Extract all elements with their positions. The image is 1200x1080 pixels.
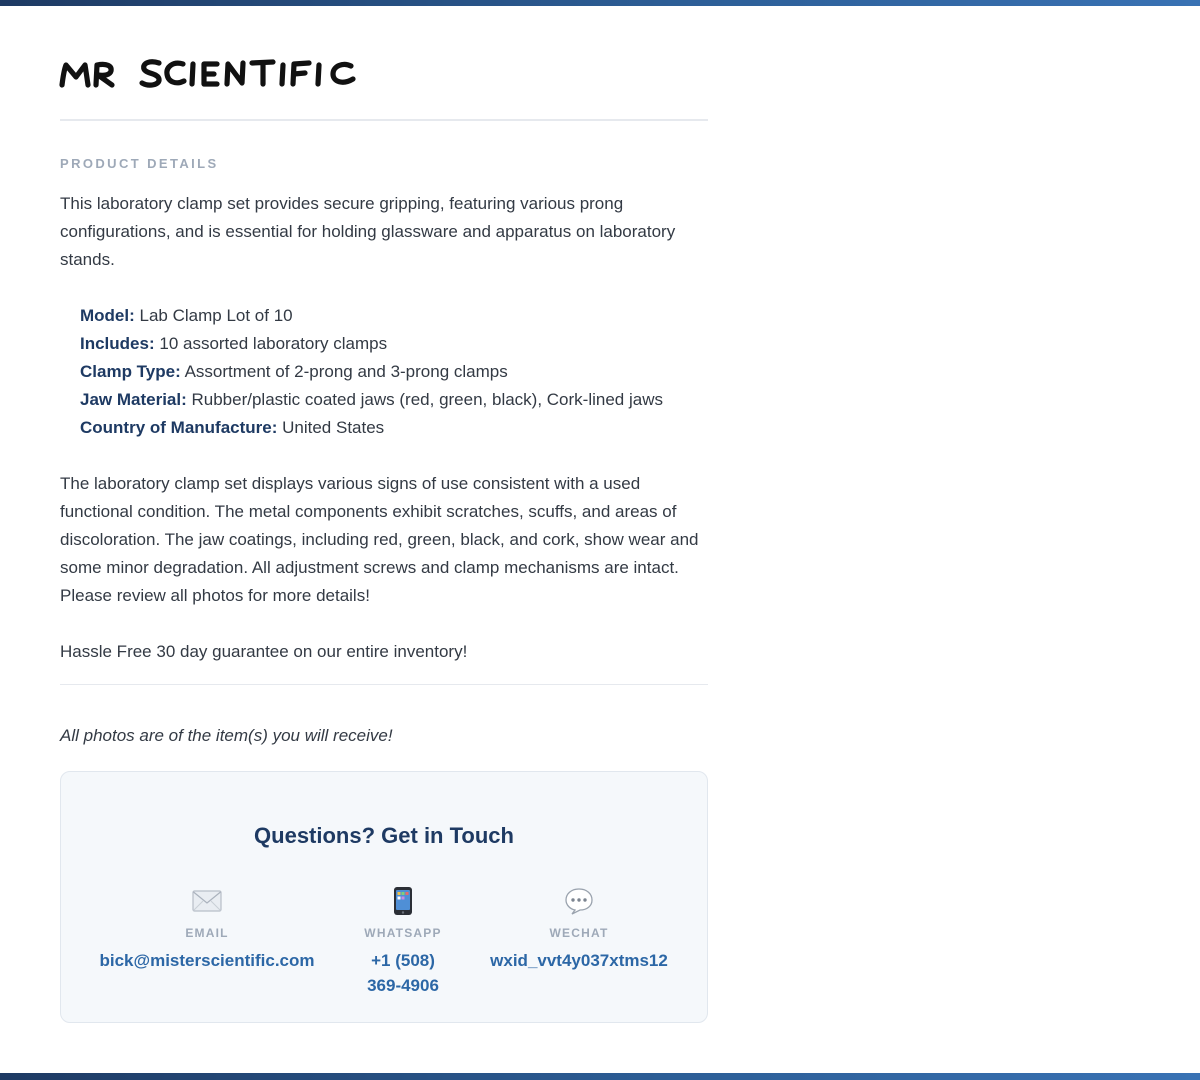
whatsapp-label: WHATSAPP (364, 926, 442, 940)
spec-value: Lab Clamp Lot of 10 (139, 306, 293, 325)
spec-row-clamp-type (80, 358, 663, 386)
spec-label: Includes: (80, 334, 155, 353)
spec-label: Country of Manufacture: (80, 418, 278, 437)
brand-logo (59, 52, 361, 97)
spec-label: Clamp Type: (80, 362, 181, 381)
email-link[interactable]: bick@misterscientific.com (99, 951, 315, 970)
spec-row-country (80, 414, 663, 442)
spec-value: 10 assorted laboratory clamps (159, 334, 388, 353)
contact-wechat (473, 884, 685, 973)
contact-title: Questions? Get in Touch (254, 823, 514, 848)
spec-row-includes (80, 330, 663, 358)
whatsapp-link[interactable]: +1 (508) 369-4906 (367, 951, 439, 995)
contact-email (81, 884, 333, 973)
condition-description: The laboratory clamp set displays various signs of use consistent with a used functional condition. The metal components exhibit scratches, scuffs, and areas of discoloration. The jaw coatings, including red, green, black, and cork, show wear and some minor degradation. All adjustment screws and clamp mechanisms are intact. Please review all photos for more details! (60, 474, 699, 605)
product-intro-text: This laboratory clamp set provides secure gripping, featuring various prong configurations, and is essential for holding glassware and apparatus on laboratory stands. (60, 194, 676, 269)
header-divider (60, 119, 708, 121)
bottom-accent-bar (0, 1073, 1200, 1080)
product-details-heading: PRODUCT DETAILS (60, 156, 219, 171)
guarantee-text: Hassle Free 30 day guarantee on our entire inventory! (60, 642, 468, 661)
photos-note: All photos are of the item(s) you will receive! (60, 726, 393, 745)
email-label: EMAIL (185, 926, 229, 940)
mobile-phone-icon (353, 884, 453, 914)
speech-bubble-icon (473, 884, 685, 914)
brand-logo-wordmark (59, 52, 361, 92)
envelope-icon (81, 884, 333, 914)
top-accent-bar (0, 0, 1200, 6)
product-specs-list (80, 302, 663, 442)
brand-name-text (361, 52, 362, 53)
content-divider (60, 684, 708, 685)
spec-row-model (80, 302, 663, 330)
spec-value: Assortment of 2-prong and 3-prong clamps (184, 362, 508, 381)
spec-row-jaw-material (80, 386, 663, 414)
contact-card (60, 771, 708, 1023)
contact-whatsapp (353, 884, 453, 998)
spec-label: Jaw Material: (80, 390, 187, 409)
spec-value: United States (282, 418, 385, 437)
spec-value: Rubber/plastic coated jaws (red, green, black), Cork-lined jaws (191, 390, 663, 409)
wechat-label: WECHAT (549, 926, 609, 940)
wechat-link[interactable]: wxid_vvt4y037xtms12 (490, 951, 668, 970)
spec-label: Model: (80, 306, 135, 325)
